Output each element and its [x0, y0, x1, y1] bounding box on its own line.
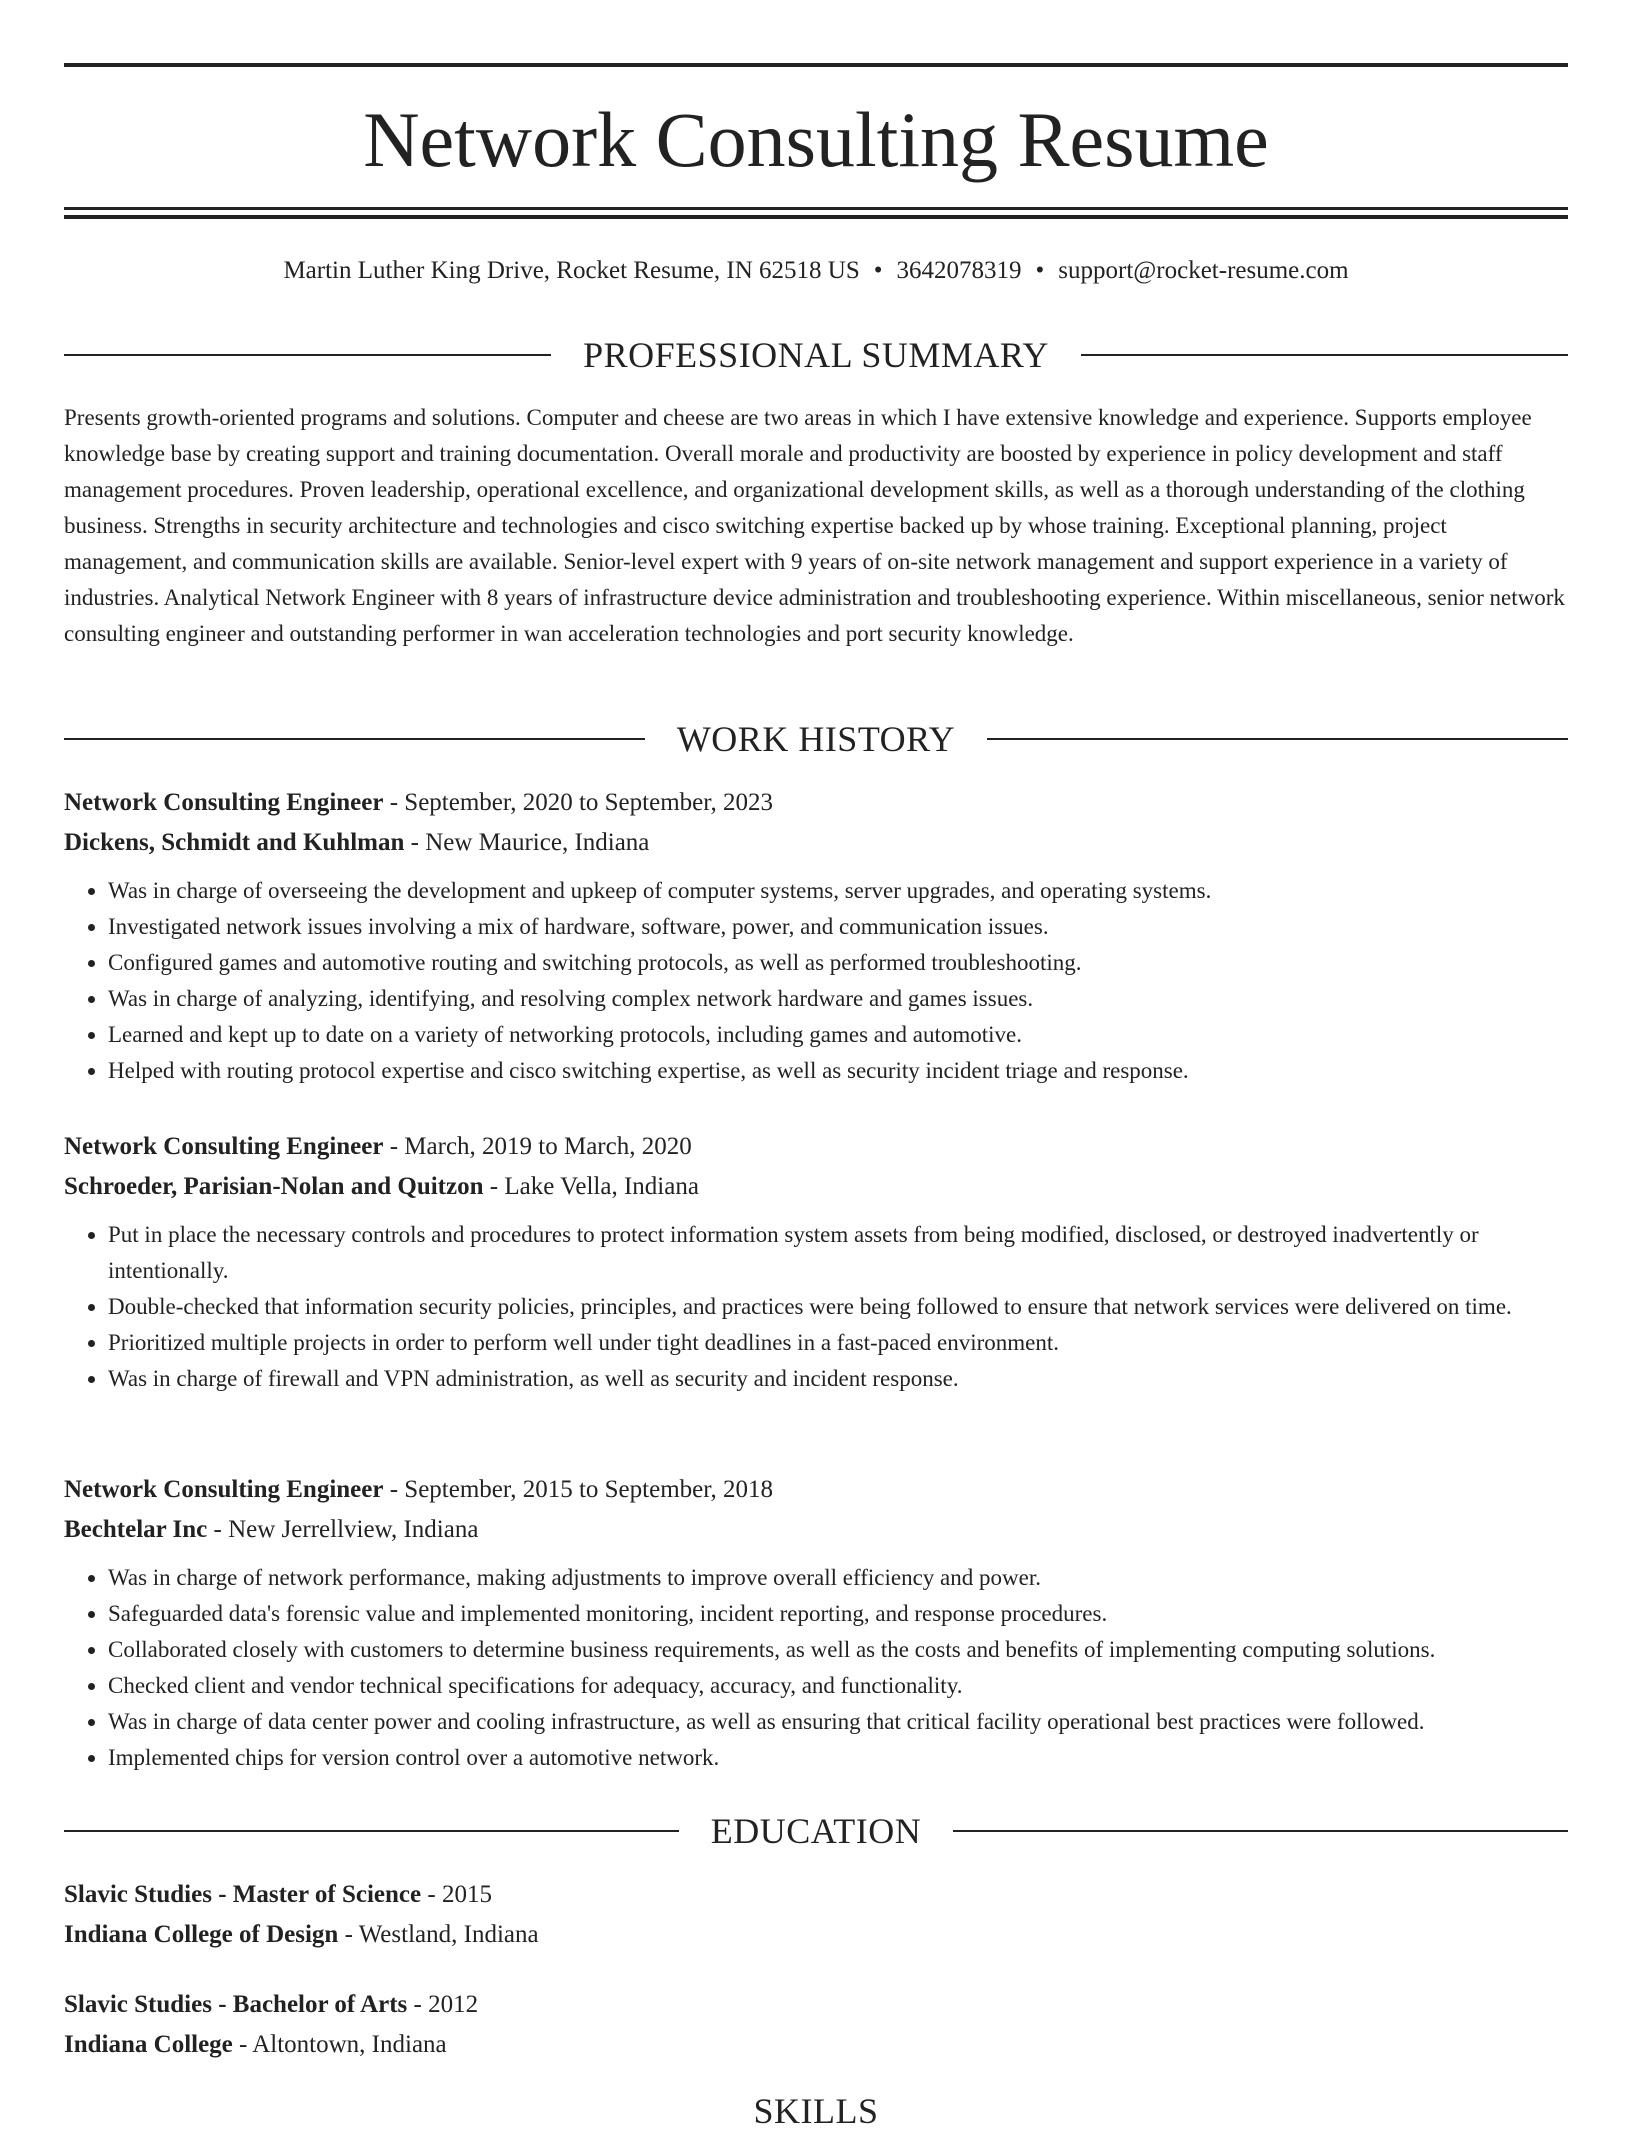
job-entry: [64, 1127, 1568, 1397]
job-bullet: • Helped with routing protocol expertise and cisco switching expertise, as well as security incident triage and response.: [108, 1053, 1568, 1089]
summary-text: Presents growth-oriented programs and solutions. Computer and cheese are two areas in which I have extensive knowledge and experience. Supports employee knowledge base by creating support and training documentation. Overall morale and productivity are boosted by experience in policy development and staff management procedures. Proven leadership, operational excellence, and organizational development skills, as well as a thorough understanding of the clothing business. Strengths in security architecture and technologies and cisco switching expertise backed up by whose training. Exceptional planning, project management, and communication skills are available. Senior-level expert with 9 years of on-site network management and support experience in a variety of industries. Analytical Network Engineer with 8 years of infrastructure device administration and troubleshooting experience. Within miscellaneous, senior network consulting engineer and outstanding performer in wan acceleration technologies and port security knowledge.: [64, 405, 1565, 646]
job-bullet: • Collaborated closely with customers to determine business requirements, as well as the costs and benefits of implementing computing solutions.: [108, 1632, 1568, 1668]
education-location: - Altontown, Indiana: [232, 2031, 447, 2058]
job-location: - New Maurice, Indiana: [404, 829, 650, 856]
heading-rule-left: [64, 738, 645, 740]
summary-heading: [64, 332, 1568, 378]
job-bullet: • Was in charge of firewall and VPN administration, as well as security and incident response.: [108, 1361, 1568, 1397]
contact-separator: •: [873, 257, 883, 284]
title-rule-lower: [64, 215, 1568, 219]
education-school: Indiana College: [64, 2031, 233, 2058]
education-degree-line: [64, 1875, 1568, 1915]
education-entry: [64, 1985, 1568, 2065]
education-school-line: [64, 1915, 1568, 1955]
job-company: Bechtelar Inc: [64, 1516, 208, 1543]
education-entry: [64, 1875, 1568, 1955]
job-title: Network Consulting Engineer: [64, 1476, 384, 1503]
job-company-line: [64, 823, 1568, 863]
job-bullets: [64, 873, 1568, 1089]
job-dates: - September, 2020 to September, 2023: [383, 789, 774, 816]
education-degree: Slavic Studies - Bachelor of Arts: [64, 1991, 408, 2018]
education-school-line: [64, 2025, 1568, 2065]
contact-line: [64, 254, 1568, 288]
job-bullet: • Put in place the necessary controls and procedures to protect information system assets from being modified, disclosed, or destroyed inadvertently or intentionally.: [108, 1217, 1568, 1289]
work-history-heading-label: WORK HISTORY: [676, 719, 956, 759]
job-bullet: • Was in charge of overseeing the development and upkeep of computer systems, server upgrades, and operating systems.: [108, 873, 1568, 909]
job-location: - New Jerrellview, Indiana: [207, 1516, 479, 1543]
job-bullet: • Safeguarded data's forensic value and implemented monitoring, incident reporting, and response procedures.: [108, 1596, 1568, 1632]
job-bullet: • Configured games and automotive routing and switching protocols, as well as performed troubleshooting.: [108, 945, 1568, 981]
education-location: - Westland, Indiana: [338, 1921, 539, 1948]
education-heading: [64, 1808, 1568, 1854]
heading-rule-left: [64, 1830, 679, 1832]
contact-address: Martin Luther King Drive, Rocket Resume, IN 62518 US: [283, 257, 860, 284]
job-bullet: • Investigated network issues involving a mix of hardware, software, power, and communication issues.: [108, 909, 1568, 945]
job-location: - Lake Vella, Indiana: [483, 1173, 699, 1200]
job-dates: - September, 2015 to September, 2018: [383, 1476, 774, 1503]
job-bullet: • Double-checked that information security policies, principles, and practices were being followed to ensure that network services were delivered on time.: [108, 1289, 1568, 1325]
job-dates: - March, 2019 to March, 2020: [383, 1133, 692, 1160]
job-title: Network Consulting Engineer: [64, 1133, 384, 1160]
job-bullets: [64, 1560, 1568, 1776]
job-bullet: • Learned and kept up to date on a variety of networking protocols, including games and automotive.: [108, 1017, 1568, 1053]
education-heading-label: EDUCATION: [710, 1811, 922, 1851]
job-title: Network Consulting Engineer: [64, 789, 384, 816]
work-history-heading: [64, 716, 1568, 762]
job-company: Schroeder, Parisian-Nolan and Quitzon: [64, 1173, 484, 1200]
heading-rule-right: [953, 1830, 1568, 1832]
title-rule-upper: [64, 207, 1568, 210]
job-bullet: • Implemented chips for version control over a automotive network.: [108, 1740, 1568, 1776]
job-title-line: [64, 1127, 1568, 1167]
heading-rule-right: [1081, 354, 1568, 356]
job-bullet: • Prioritized multiple projects in order to perform well under tight deadlines in a fast-paced environment.: [108, 1325, 1568, 1361]
job-bullet: • Checked client and vendor technical specifications for adequacy, accuracy, and functionality.: [108, 1668, 1568, 1704]
top-rule: [64, 63, 1568, 67]
heading-rule-right: [987, 738, 1568, 740]
education-year: - 2015: [421, 1881, 492, 1908]
summary-heading-label: PROFESSIONAL SUMMARY: [583, 335, 1049, 375]
heading-rule-left: [64, 354, 551, 356]
job-bullet: • Was in charge of data center power and cooling infrastructure, as well as ensuring that critical facility operational best practices were followed.: [108, 1704, 1568, 1740]
contact-separator: •: [1035, 257, 1045, 284]
job-title-line: [64, 1470, 1568, 1510]
job-title-line: [64, 783, 1568, 823]
skills-heading-label: SKILLS: [753, 2091, 879, 2131]
job-entry: [64, 1470, 1568, 1776]
education-degree-line: [64, 1985, 1568, 2025]
job-bullet: • Was in charge of network performance, making adjustments to improve overall efficiency and power.: [108, 1560, 1568, 1596]
resume-title: Network Consulting Resume: [363, 96, 1269, 183]
education-school: Indiana College of Design: [64, 1921, 339, 1948]
job-entry: [64, 783, 1568, 1089]
job-company: Dickens, Schmidt and Kuhlman: [64, 829, 405, 856]
contact-phone: 3642078319: [896, 257, 1022, 284]
job-bullets: [64, 1217, 1568, 1397]
job-company-line: [64, 1510, 1568, 1550]
skills-heading: [64, 2088, 1568, 2134]
education-degree: Slavic Studies - Master of Science: [64, 1881, 422, 1908]
job-company-line: [64, 1167, 1568, 1207]
job-bullet: • Was in charge of analyzing, identifying, and resolving complex network hardware and games issues.: [108, 981, 1568, 1017]
education-year: - 2012: [407, 1991, 479, 2018]
contact-email: support@rocket-resume.com: [1058, 257, 1349, 284]
